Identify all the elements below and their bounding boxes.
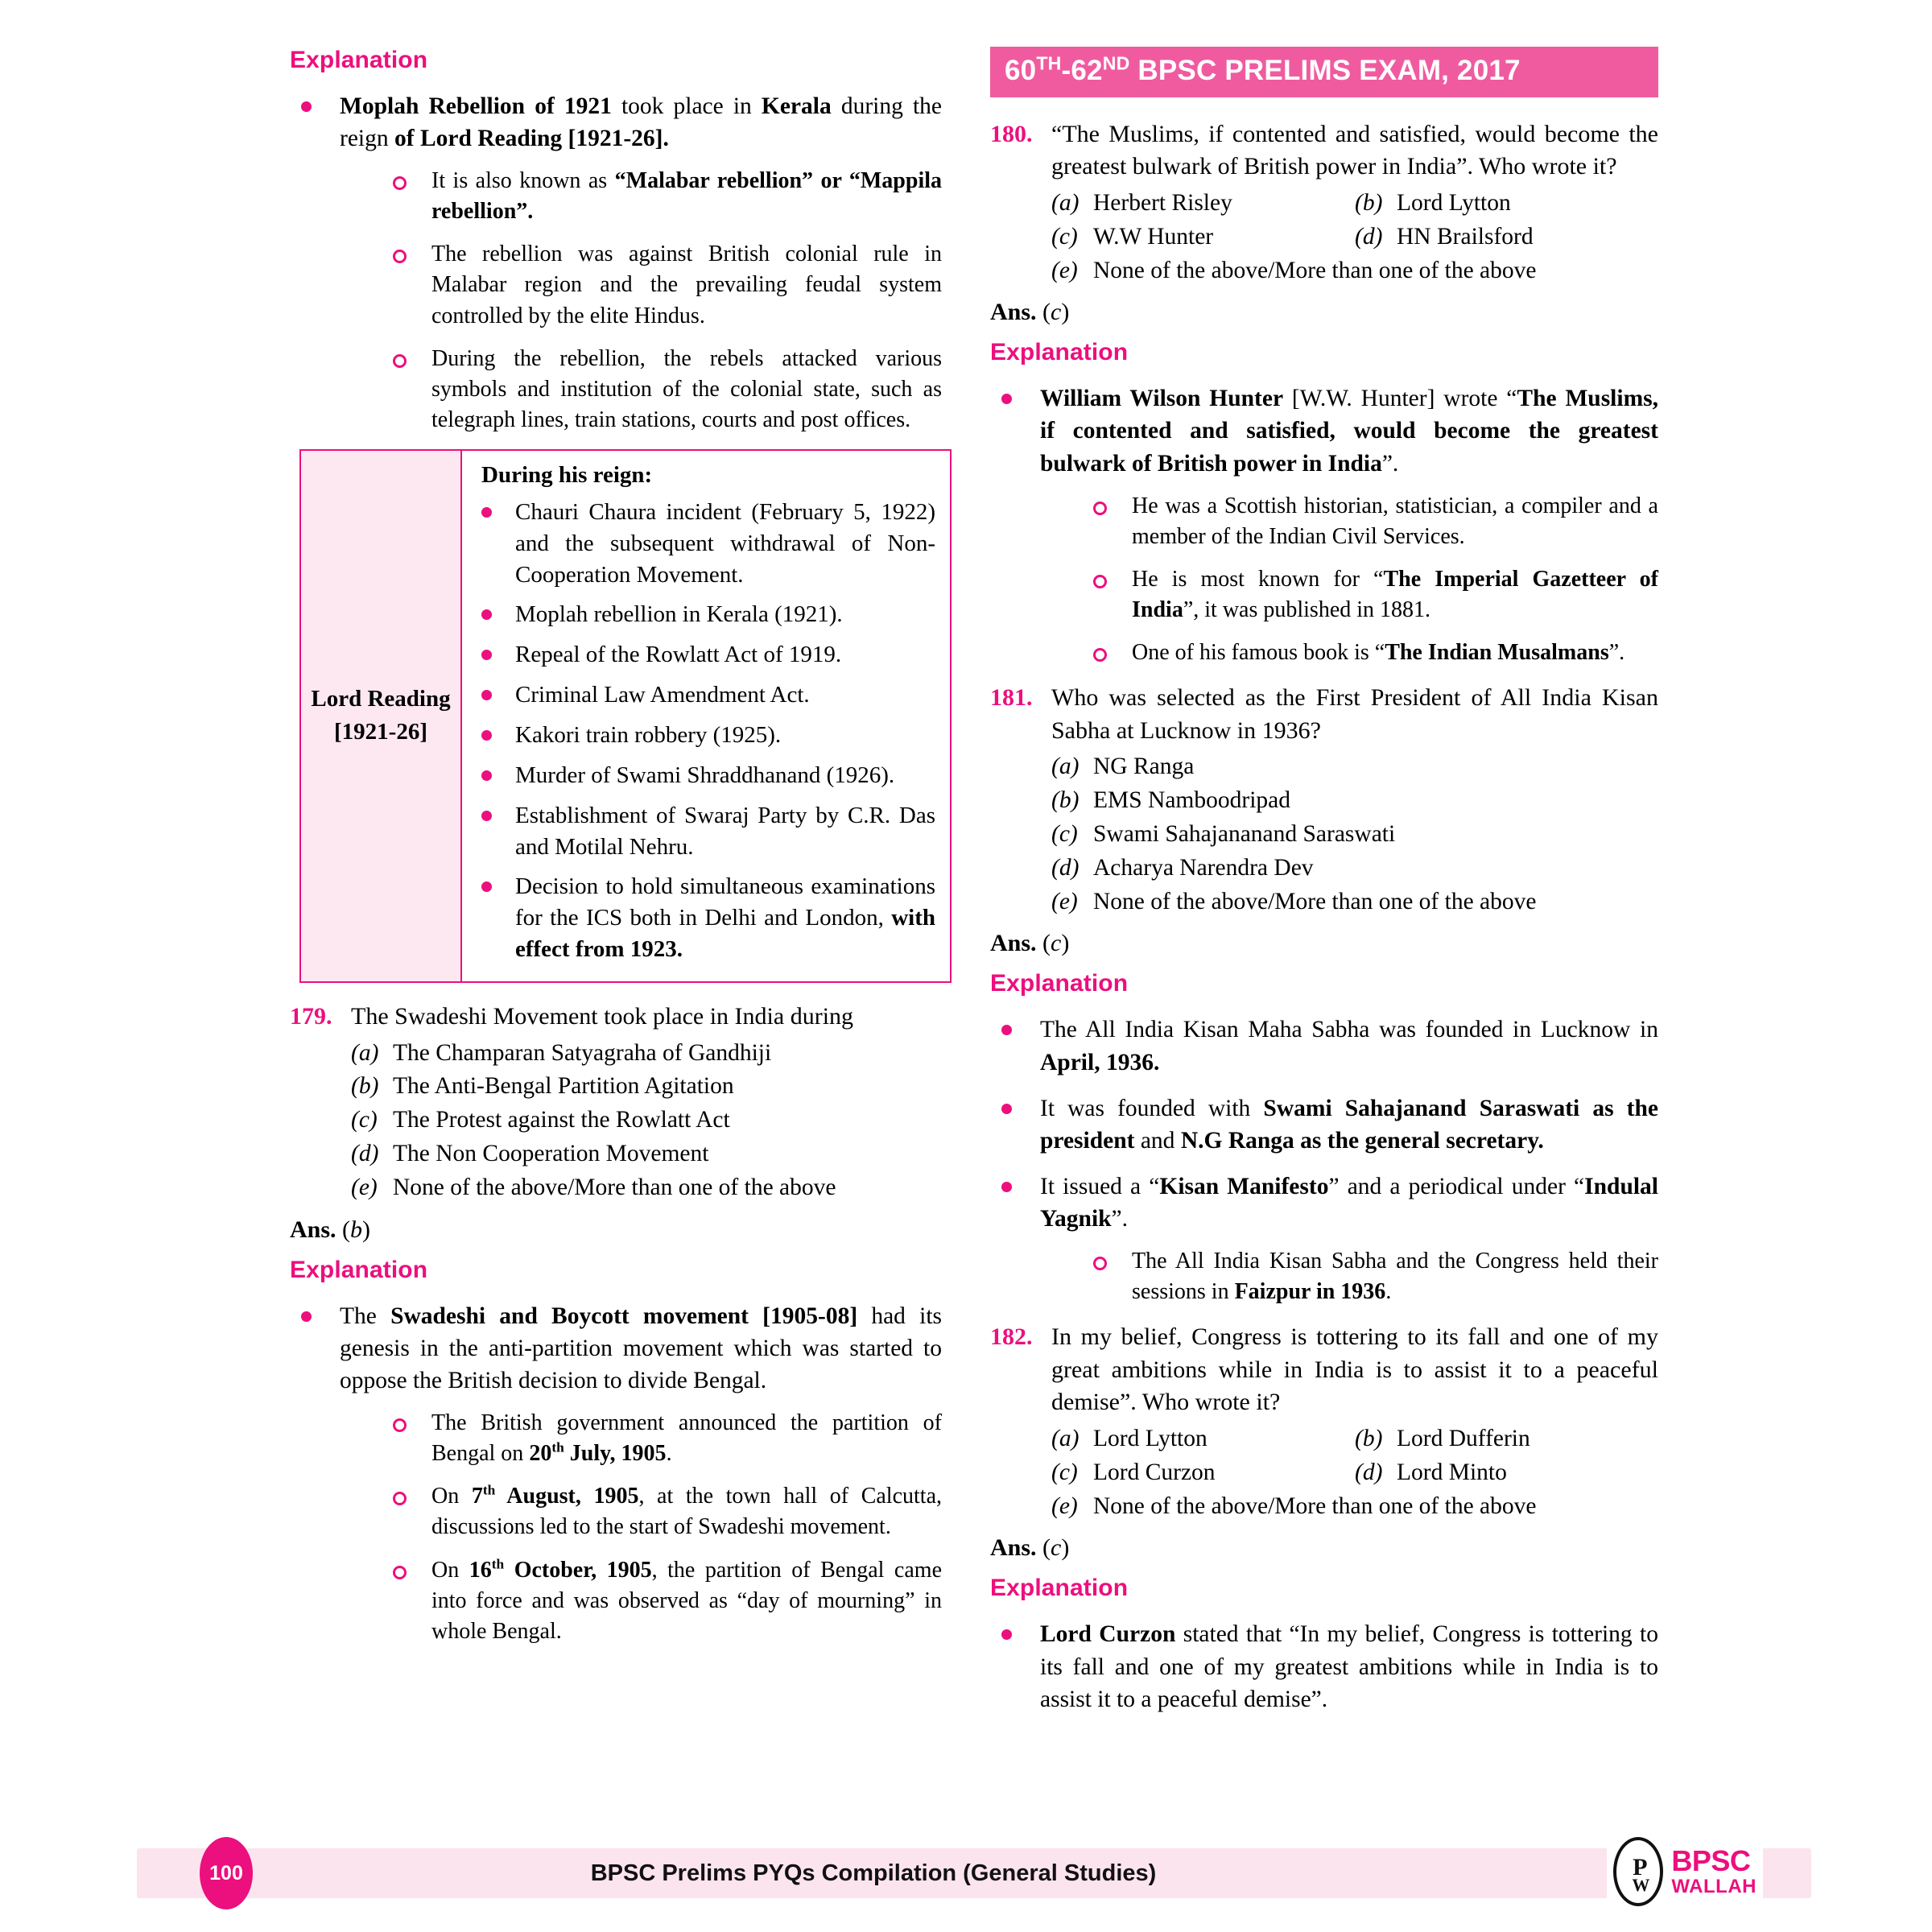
option-value: W.W Hunter xyxy=(1093,223,1214,250)
list-item xyxy=(990,1170,1658,1307)
option-value: Acharya Narendra Dev xyxy=(1093,854,1314,881)
explanation-heading-182: Explanation xyxy=(990,1575,1129,1602)
option-row xyxy=(1051,254,1658,288)
option-b[interactable] xyxy=(1051,784,1658,818)
exam-banner xyxy=(990,47,1658,97)
question-text: “The Muslims, if contented and satisfied, would become the greatest bulwark of British power in India”. Who wrote it? xyxy=(1051,120,1658,180)
sub-bullet-text: One of his famous book is “The Indian Musalmans”. xyxy=(1132,640,1625,666)
list-item xyxy=(1082,564,1658,625)
brand-line-2: WALLAH xyxy=(1671,1876,1757,1897)
list-item xyxy=(990,1013,1658,1078)
option-label: (c) xyxy=(1051,223,1078,250)
option-value: EMS Namboodripad xyxy=(1093,786,1290,813)
option-c[interactable] xyxy=(351,1104,942,1137)
option-row xyxy=(1051,1422,1658,1456)
option-label: (c) xyxy=(351,1107,378,1133)
explanation-heading-180: Explanation xyxy=(990,339,1129,366)
explanation-heading-top: Explanation xyxy=(290,47,428,73)
option-value: Lord Lytton xyxy=(1093,1425,1208,1451)
option-a[interactable] xyxy=(1051,187,1355,221)
left-column xyxy=(0,0,966,1827)
bullet-text: William Wilson Hunter [W.W. Hunter] wrote “The Muslims, if contented and satisfied, would become the greatest bulwark of British power in India”. xyxy=(1040,386,1659,477)
option-b[interactable] xyxy=(1355,187,1658,221)
bullet-text: The All India Kisan Maha Sabha was founded in Lucknow in April, 1936. xyxy=(1040,1017,1658,1075)
option-row xyxy=(351,1137,942,1171)
option-label: (e) xyxy=(351,1174,378,1201)
bullet-text: It issued a “Kisan Manifesto” and a periodical under “Indulal Yagnik”. xyxy=(1040,1173,1658,1232)
list-item: Chauri Chaura incident (February 5, 1922) and the subsequent withdrawal of Non-Cooperation Movement. xyxy=(469,497,935,591)
option-row xyxy=(1051,886,1658,919)
list-item: Establishment of Swaraj Party by C.R. Das and Motilal Nehru. xyxy=(469,800,935,863)
reign-table-heading: During his reign: xyxy=(481,461,653,488)
option-value: Lord Dufferin xyxy=(1397,1425,1530,1451)
option-row xyxy=(351,1037,942,1071)
answer-181 xyxy=(990,930,1658,957)
option-value: None of the above/More than one of the above xyxy=(393,1174,836,1201)
option-label: (b) xyxy=(1355,189,1383,216)
option-value: None of the above/More than one of the above xyxy=(1093,1492,1537,1519)
sub-bullets xyxy=(1082,1246,1658,1307)
sub-bullet-text: The rebellion was against British colonial rule in Malabar region and the prevailing feudal system controlled by the elite Hindus. xyxy=(431,242,942,328)
option-label: (a) xyxy=(1051,189,1080,216)
explanation-179-bullets xyxy=(290,1300,942,1647)
list-item xyxy=(990,382,1658,668)
option-label: (e) xyxy=(1051,257,1078,283)
option-value: The Champaran Satyagraha of Gandhiji xyxy=(393,1039,772,1066)
sub-bullet-text: It is also known as “Malabar rebellion” or “Mappila rebellion”. xyxy=(431,168,942,225)
left-intro-bullets xyxy=(290,90,942,436)
option-c[interactable] xyxy=(1051,818,1658,852)
option-c[interactable] xyxy=(1051,221,1355,254)
explanation-heading-179: Explanation xyxy=(290,1256,428,1283)
option-e[interactable] xyxy=(1051,254,1658,288)
explanation-182-bullets xyxy=(990,1618,1658,1715)
list-item xyxy=(382,344,942,436)
question-number: 179. xyxy=(290,1003,332,1030)
question-180 xyxy=(990,118,1658,184)
sub-bullet-text: During the rebellion, the rebels attacked various symbols and institution of the colonial state, such as telegraph lines, train stations, courts and post offices. xyxy=(431,345,942,432)
sub-bullets xyxy=(382,1408,942,1647)
lord-reading-reign-table xyxy=(299,449,952,983)
option-value: Lord Curzon xyxy=(1093,1459,1216,1485)
list-item xyxy=(990,1618,1658,1715)
explanation-181-bullets xyxy=(990,1013,1658,1307)
bullet-text: Moplah Rebellion of 1921 took place in Kerala during the reign of Lord Reading [1921-26]. xyxy=(340,93,942,152)
option-value: The Non Cooperation Movement xyxy=(393,1141,709,1167)
option-label: (b) xyxy=(351,1073,379,1100)
option-value: Swami Sahajananand Saraswati xyxy=(1093,820,1396,847)
bullet-text: The Swadeshi and Boycott movement [1905-08] had its genesis in the anti-partition movement which was started to oppose the British decision to divide Bengal. xyxy=(340,1302,942,1394)
option-b[interactable] xyxy=(351,1070,942,1104)
option-label: (d) xyxy=(1355,223,1383,250)
option-row xyxy=(1051,1456,1658,1490)
options-181 xyxy=(1051,750,1658,919)
option-row xyxy=(1051,187,1658,221)
table-cell-reign-events xyxy=(461,450,951,982)
list-item xyxy=(382,166,942,227)
list-item xyxy=(290,90,942,436)
option-e[interactable] xyxy=(351,1171,942,1205)
reign-event-list xyxy=(469,497,935,965)
option-label: (e) xyxy=(1051,1492,1078,1519)
answer-label: Ans. xyxy=(990,930,1037,957)
option-row xyxy=(1051,221,1658,254)
pw-letter-w: W xyxy=(1632,1875,1650,1895)
option-value: Lord Minto xyxy=(1397,1459,1507,1485)
list-item xyxy=(990,1092,1658,1157)
option-row xyxy=(1051,852,1658,886)
list-item: Criminal Law Amendment Act. xyxy=(469,679,935,711)
list-item xyxy=(382,1555,942,1647)
option-value: None of the above/More than one of the above xyxy=(1093,888,1537,914)
banner-sup-1: TH xyxy=(1036,52,1062,74)
list-item: Moplah rebellion in Kerala (1921). xyxy=(469,599,935,630)
option-value: The Protest against the Rowlatt Act xyxy=(393,1107,730,1133)
question-text: Who was selected as the First President of All India Kisan Sabha at Lucknow in 1936? xyxy=(1051,684,1658,744)
option-row xyxy=(351,1104,942,1137)
sub-bullet-text: On 16th October, 1905, the partition of Bengal came into force and was observed as “day of mourning” in whole Bengal. xyxy=(431,1556,942,1644)
list-item xyxy=(1082,638,1658,668)
right-column xyxy=(966,0,1932,1827)
answer-value: (c) xyxy=(1042,930,1070,957)
option-label: (a) xyxy=(1051,753,1080,780)
answer-179 xyxy=(290,1216,942,1244)
option-label: (a) xyxy=(351,1039,379,1066)
option-value: None of the above/More than one of the above xyxy=(1093,257,1537,283)
sub-bullets xyxy=(1082,491,1658,668)
option-row xyxy=(1051,784,1658,818)
pw-letter-p: P xyxy=(1633,1854,1648,1880)
option-c[interactable] xyxy=(1051,1456,1355,1490)
banner-sup-2: ND xyxy=(1102,52,1130,74)
answer-label: Ans. xyxy=(990,1534,1037,1562)
answer-value: (c) xyxy=(1042,299,1070,326)
page-number-badge: 100 xyxy=(200,1837,253,1909)
answer-label: Ans. xyxy=(290,1216,336,1243)
banner-mid: -62 xyxy=(1061,55,1103,86)
option-e[interactable] xyxy=(1051,886,1658,919)
list-item xyxy=(290,1300,942,1647)
option-row xyxy=(351,1070,942,1104)
option-label: (c) xyxy=(1051,820,1078,847)
option-row xyxy=(1051,750,1658,784)
option-d[interactable] xyxy=(351,1137,942,1171)
answer-label: Ans. xyxy=(990,299,1037,326)
question-181 xyxy=(990,682,1658,747)
footer-title: BPSC Prelims PYQs Compilation (General Studies) xyxy=(590,1860,1157,1886)
banner-prefix: 60 xyxy=(1005,55,1037,86)
question-text: The Swadeshi Movement took place in India during xyxy=(351,1003,854,1030)
explanation-heading-181: Explanation xyxy=(990,970,1129,997)
sub-bullet-text: He is most known for “The Imperial Gazetteer of India”, it was published in 1881. xyxy=(1132,566,1658,622)
option-label: (d) xyxy=(1051,854,1080,881)
option-label: (d) xyxy=(1355,1459,1383,1485)
option-a[interactable] xyxy=(1051,1422,1355,1456)
list-item: Murder of Swami Shraddhanand (1926). xyxy=(469,760,935,791)
option-e[interactable] xyxy=(1051,1490,1658,1524)
sub-bullet-text: He was a Scottish historian, statistician, a compiler and a member of the Indian Civil Services. xyxy=(1132,493,1658,549)
option-row xyxy=(1051,1490,1658,1524)
sub-bullet-text: On 7th August, 1905, at the town hall of Calcutta, discussions led to the start of Swadeshi movement. xyxy=(431,1483,942,1540)
explanation-180-bullets xyxy=(990,382,1658,668)
option-value: Lord Lytton xyxy=(1397,189,1511,216)
pw-monogram-icon xyxy=(1613,1837,1663,1906)
sub-bullets xyxy=(382,166,942,436)
list-item: Repeal of the Rowlatt Act of 1919. xyxy=(469,639,935,671)
option-a[interactable] xyxy=(351,1037,942,1071)
question-number: 180. xyxy=(990,120,1033,147)
table-row xyxy=(300,450,951,982)
question-179 xyxy=(290,1001,942,1034)
answer-180 xyxy=(990,299,1658,326)
option-label: (a) xyxy=(1051,1425,1080,1451)
list-item xyxy=(1082,491,1658,552)
option-label: (b) xyxy=(1355,1425,1383,1451)
option-value: Herbert Risley xyxy=(1093,189,1232,216)
question-text: In my belief, Congress is tottering to its fall and one of my great ambitions while in India is to assist it to a peaceful demise”. Who wrote it? xyxy=(1051,1323,1658,1416)
list-item xyxy=(382,1481,942,1542)
options-180 xyxy=(1051,187,1658,288)
option-b[interactable] xyxy=(1355,1422,1658,1456)
brand-text xyxy=(1671,1844,1757,1897)
list-item: Kakori train robbery (1925). xyxy=(469,720,935,751)
list-item xyxy=(382,1408,942,1469)
list-item xyxy=(382,239,942,331)
options-182 xyxy=(1051,1422,1658,1524)
sub-bullet-text: The All India Kisan Sabha and the Congress held their sessions in Faizpur in 1936. xyxy=(1132,1249,1658,1305)
option-d[interactable] xyxy=(1355,1456,1658,1490)
banner-suffix: BPSC PRELIMS EXAM, 2017 xyxy=(1129,55,1521,86)
page-footer xyxy=(137,1840,1811,1905)
question-number: 181. xyxy=(990,684,1033,712)
bullet-text: It was founded with Swami Sahajanand Saraswati as the president and N.G Ranga as the general secretary. xyxy=(1040,1095,1658,1154)
option-label: (c) xyxy=(1051,1459,1078,1485)
answer-value: (c) xyxy=(1042,1534,1070,1562)
option-value: HN Brailsford xyxy=(1397,223,1534,250)
option-row xyxy=(351,1171,942,1205)
option-d[interactable] xyxy=(1355,221,1658,254)
sub-bullet-text: The British government announced the partition of Bengal on 20th July, 1905. xyxy=(431,1410,942,1467)
question-182 xyxy=(990,1321,1658,1419)
list-item xyxy=(1082,1246,1658,1307)
option-label: (d) xyxy=(351,1141,379,1167)
option-label: (b) xyxy=(1051,786,1080,813)
option-value: NG Ranga xyxy=(1093,753,1195,780)
option-a[interactable] xyxy=(1051,750,1658,784)
option-value: The Anti-Bengal Partition Agitation xyxy=(393,1073,734,1100)
option-d[interactable] xyxy=(1051,852,1658,886)
question-number: 182. xyxy=(990,1323,1033,1351)
options-179 xyxy=(351,1037,942,1205)
option-row xyxy=(1051,818,1658,852)
answer-182 xyxy=(990,1534,1658,1562)
answer-value: (b) xyxy=(342,1216,371,1243)
list-item: Decision to hold simultaneous examinations for the ICS both in Delhi and London, with effect from 1923. xyxy=(469,871,935,965)
table-cell-viceroy-name: Lord Reading [1921-26] xyxy=(300,450,461,982)
option-label: (e) xyxy=(1051,888,1078,914)
physics-wallah-logo xyxy=(1607,1835,1763,1908)
brand-line-1: BPSC xyxy=(1671,1844,1751,1877)
bullet-text: Lord Curzon stated that “In my belief, Congress is tottering to its fall and one of my greatest ambitions while in India is to assist it to a peaceful demise”. xyxy=(1040,1621,1658,1712)
